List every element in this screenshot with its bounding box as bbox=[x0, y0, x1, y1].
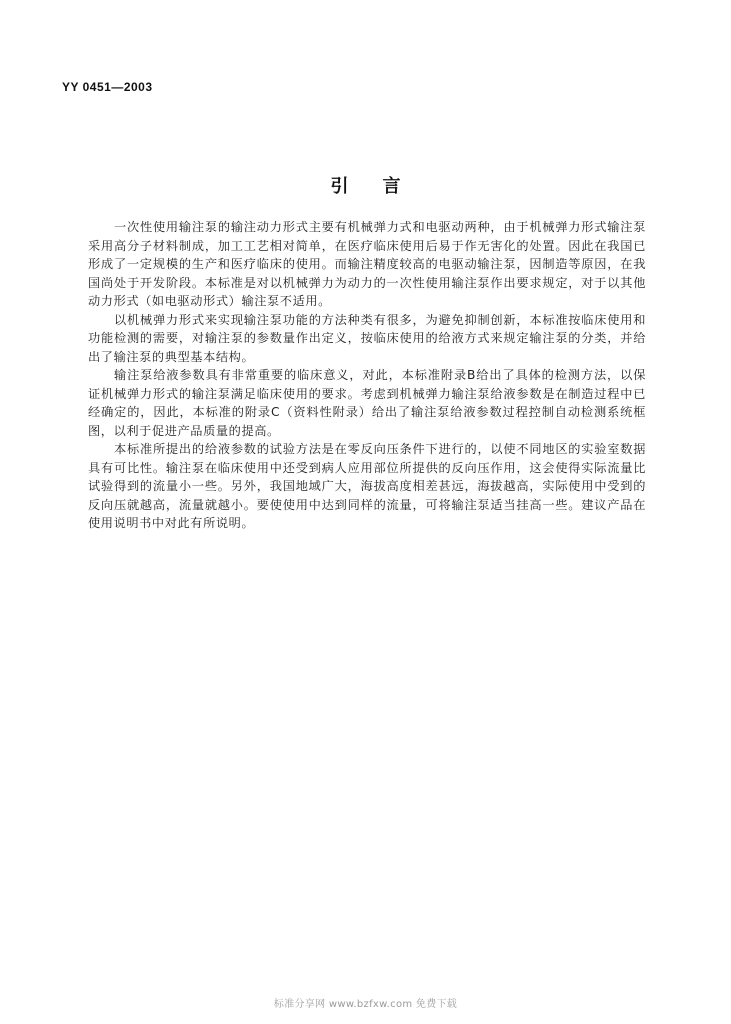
standard-code: YY 0451—2003 bbox=[62, 80, 153, 94]
body-text bbox=[88, 218, 646, 533]
paragraph-4: 本标准所提出的给液参数的试验方法是在零反向压条件下进行的，以使不同地区的实验室数据具有可比性。输注泵在临床使用中还受到病人应用部位所提供的反向压作用，这会使得实际流量比试验得到的流量小一些。另外，我国地域广大，海拔高度相差甚远，海拔越高，实际使用中受到的反向压就越高，流量就越小。要使使用中达到同样的流量，可将输注泵适当挂高一些。建议产品在使用说明书中对此有所说明。 bbox=[88, 442, 646, 530]
page-title bbox=[0, 172, 731, 198]
paragraph-3: 输注泵给液参数具有非常重要的临床意义，对此，本标准附录B给出了具体的检测方法，以保证机械弹力形式的输注泵满足临床使用的要求。考虑到机械弹力输注泵给液参数是在制造过程中已经确定的，因此，本标准的附录C（资料性附录）给出了输注泵给液参数过程控制自动检测系统框图，以利于促进产品质量的提高。 bbox=[88, 368, 646, 438]
title-char-2: 言 bbox=[382, 176, 401, 197]
paragraph-2: 以机械弹力形式来实现输注泵功能的方法种类有很多，为避免抑制创新，本标准按临床使用和功能检测的需要，对输注泵的参数量作出定义，按临床使用的给液方式来规定输注泵的分类，并给出了输注泵的典型基本结构。 bbox=[88, 312, 646, 364]
footer-watermark: 标准分享网 www.bzfxw.com 免费下载 bbox=[273, 999, 458, 1010]
title-char-1: 引 bbox=[330, 176, 349, 197]
paragraph-1: 一次性使用输注泵的输注动力形式主要有机械弹力式和电驱动两种，由于机械弹力形式输注泵采用高分子材料制成，加工工艺相对简单，在医疗临床使用后易于作无害化的处置。因此在我国已形成了一定规模的生产和医疗临床的使用。而输注精度较高的电驱动输注泵，因制造等原因，在我国尚处于开发阶段。本标准是对以机械弹力为动力的一次性使用输注泵作出要求规定，对于以其他动力形式（如电驱动形式）输注泵不适用。 bbox=[88, 220, 646, 308]
